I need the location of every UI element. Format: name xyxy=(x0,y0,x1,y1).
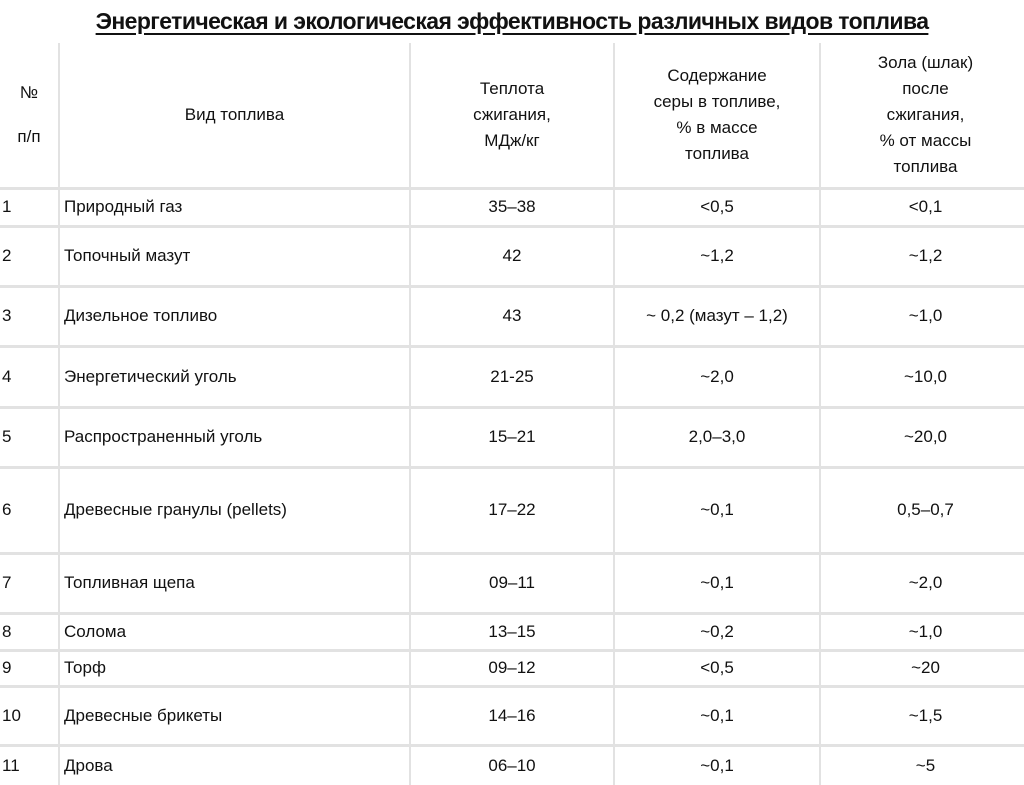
row-number: 3 xyxy=(0,286,59,346)
table-row xyxy=(0,286,1024,346)
fuel-name: Древесные брикеты xyxy=(59,686,410,745)
header-line: серы в топливе, xyxy=(653,91,781,111)
table-row xyxy=(0,686,1024,745)
sulfur-value: ~2,0 xyxy=(614,346,820,407)
ash-value: ~10,0 xyxy=(820,346,1024,407)
fuel-name: Топочный мазут xyxy=(59,226,410,286)
header-heat xyxy=(410,43,614,188)
ash-value: ~2,0 xyxy=(820,553,1024,613)
fuel-table xyxy=(0,43,1024,785)
sulfur-value: ~0,1 xyxy=(614,745,820,785)
ash-value: ~1,0 xyxy=(820,613,1024,650)
header-line: сжигания, xyxy=(473,104,551,124)
row-number: 5 xyxy=(0,407,59,467)
header-line: топлива xyxy=(893,156,958,176)
heat-value: 09–12 xyxy=(410,650,614,686)
sulfur-value: ~0,1 xyxy=(614,553,820,613)
header-num-line: № xyxy=(19,82,39,102)
sulfur-value: ~0,1 xyxy=(614,467,820,553)
ash-value: ~1,5 xyxy=(820,686,1024,745)
heat-value: 09–11 xyxy=(410,553,614,613)
heat-value: 35–38 xyxy=(410,188,614,226)
ash-value: ~5 xyxy=(820,745,1024,785)
header-sulfur xyxy=(614,43,820,188)
row-number: 1 xyxy=(0,188,59,226)
header-row xyxy=(0,43,1024,188)
row-number: 4 xyxy=(0,346,59,407)
heat-value: 42 xyxy=(410,226,614,286)
header-fuel: Вид топлива xyxy=(59,43,410,188)
row-number: 2 xyxy=(0,226,59,286)
header-num xyxy=(0,43,59,188)
row-number: 8 xyxy=(0,613,59,650)
table-row xyxy=(0,188,1024,226)
row-number: 10 xyxy=(0,686,59,745)
fuel-name: Солома xyxy=(59,613,410,650)
heat-value: 17–22 xyxy=(410,467,614,553)
row-number: 6 xyxy=(0,467,59,553)
header-line: Содержание xyxy=(667,65,767,85)
ash-value: ~1,2 xyxy=(820,226,1024,286)
fuel-name: Энергетический уголь xyxy=(59,346,410,407)
header-line: % от массы xyxy=(879,130,972,150)
header-line: Теплота xyxy=(479,78,545,98)
fuel-name: Дрова xyxy=(59,745,410,785)
table-row xyxy=(0,553,1024,613)
ash-value: ~20,0 xyxy=(820,407,1024,467)
ash-value: ~20 xyxy=(820,650,1024,686)
fuel-name: Торф xyxy=(59,650,410,686)
ash-value: <0,1 xyxy=(820,188,1024,226)
header-line: после xyxy=(902,78,949,98)
heat-value: 14–16 xyxy=(410,686,614,745)
table-row xyxy=(0,613,1024,650)
sulfur-value: 2,0–3,0 xyxy=(614,407,820,467)
fuel-name: Древесные гранулы (pellets) xyxy=(59,467,410,553)
row-number: 7 xyxy=(0,553,59,613)
fuel-name: Природный газ xyxy=(59,188,410,226)
sulfur-value: ~ 0,2 (мазут – 1,2) xyxy=(614,286,820,346)
header-line: % в массе xyxy=(676,117,758,137)
heat-value: 43 xyxy=(410,286,614,346)
table-row xyxy=(0,226,1024,286)
table-row xyxy=(0,745,1024,785)
sulfur-value: <0,5 xyxy=(614,188,820,226)
fuel-name: Дизельное топливо xyxy=(59,286,410,346)
header-line: топлива xyxy=(685,143,749,163)
header-ash xyxy=(820,43,1024,188)
row-number: 9 xyxy=(0,650,59,686)
ash-value: 0,5–0,7 xyxy=(820,467,1024,553)
fuel-name: Топливная щепа xyxy=(59,553,410,613)
header-num-line: п/п xyxy=(17,126,41,146)
table-row xyxy=(0,467,1024,553)
table-row xyxy=(0,650,1024,686)
sulfur-value: ~0,2 xyxy=(614,613,820,650)
heat-value: 15–21 xyxy=(410,407,614,467)
heat-value: 13–15 xyxy=(410,613,614,650)
table-row xyxy=(0,407,1024,467)
ash-value: ~1,0 xyxy=(820,286,1024,346)
header-line: МДж/кг xyxy=(484,130,540,150)
sulfur-value: ~0,1 xyxy=(614,686,820,745)
table-row xyxy=(0,346,1024,407)
row-number: 11 xyxy=(0,745,59,785)
sulfur-value: ~1,2 xyxy=(614,226,820,286)
page-title: Энергетическая и экологическая эффективность различных видов топлива xyxy=(95,8,929,34)
header-line: Зола (шлак) xyxy=(877,52,974,72)
heat-value: 21-25 xyxy=(410,346,614,407)
fuel-name: Распространенный уголь xyxy=(59,407,410,467)
header-line: сжигания, xyxy=(886,104,965,124)
heat-value: 06–10 xyxy=(410,745,614,785)
sulfur-value: <0,5 xyxy=(614,650,820,686)
